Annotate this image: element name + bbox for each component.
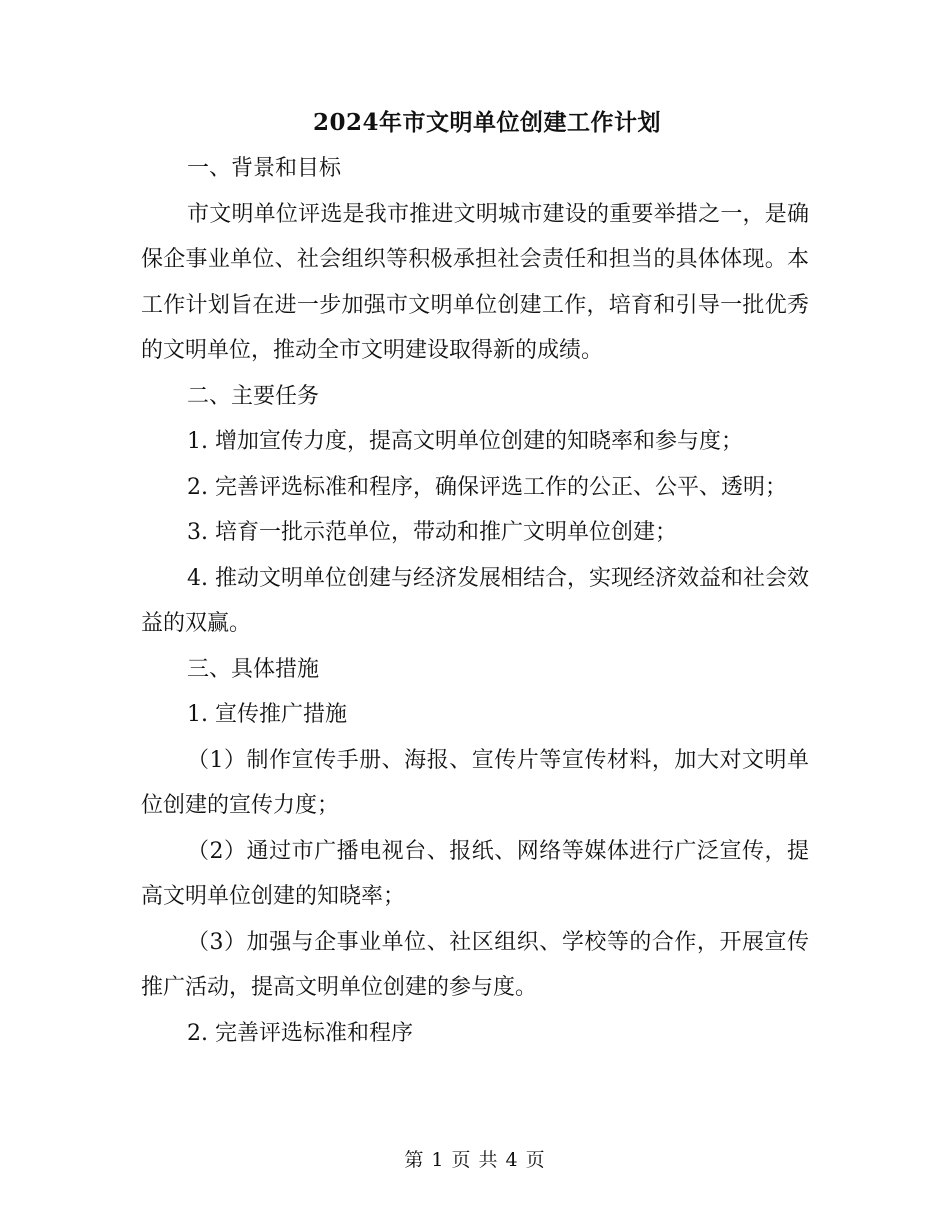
subsection-heading-publicity: 1. 宣传推广措施 <box>187 702 347 727</box>
section-heading-measures: 三、具体措施 <box>187 656 320 682</box>
document-body <box>141 100 809 1056</box>
measure-item-3: （3）加强与企事业单位、社区组织、学校等的合作，开展宣传推广活动，提高文明单位创建的参与度。 <box>141 929 809 1000</box>
page-number-footer: 第 1 页 共 4 页 <box>404 1149 546 1171</box>
subsection-heading-standards: 2. 完善评选标准和程序 <box>187 1020 413 1046</box>
document-title: 2024年市文明单位创建工作计划 <box>312 109 661 136</box>
task-item-4: 4. 推动文明单位创建与经济发展相结合，实现经济效益和社会效益的双赢。 <box>141 565 809 636</box>
task-item-3: 3. 培育一批示范单位，带动和推广文明单位创建； <box>187 520 677 545</box>
measure-item-2: （2）通过市广播电视台、报纸、网络等媒体进行广泛宣传，提高文明单位创建的知晓率； <box>141 838 809 909</box>
section-heading-tasks: 二、主要任务 <box>187 383 320 409</box>
section-heading-background: 一、背景和目标 <box>187 156 342 181</box>
task-item-2: 2. 完善评选标准和程序，确保评选工作的公正、公平、透明； <box>187 474 787 500</box>
task-item-1: 1. 增加宣传力度，提高文明单位创建的知晓率和参与度； <box>187 429 743 454</box>
measure-item-1: （1）制作宣传手册、海报、宣传片等宣传材料，加大对文明单位创建的宣传力度； <box>141 747 809 818</box>
paragraph-background: 市文明单位评选是我市推进文明城市建设的重要举措之一，是确保企事业单位、社会组织等积极承担社会责任和担当的具体体现。本工作计划旨在进一步加强市文明单位创建工作，培育和引导一批优秀的文明单位，推动全市文明建设取得新的成绩。 <box>141 201 809 363</box>
